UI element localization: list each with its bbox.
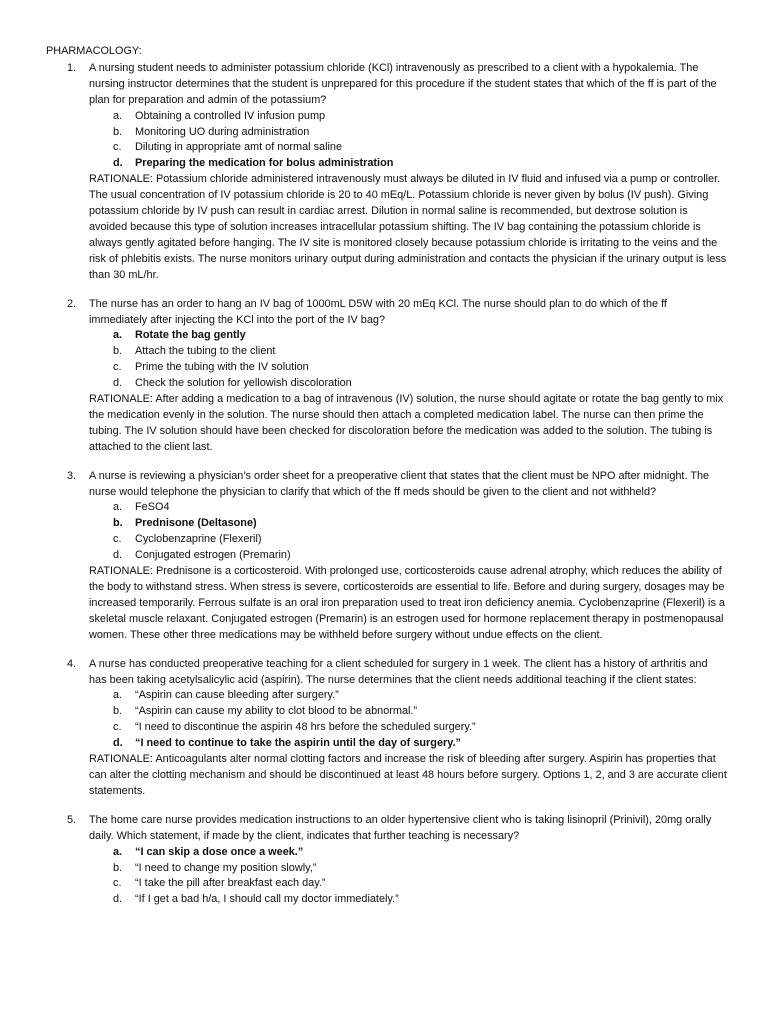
option bbox=[89, 548, 728, 564]
option-list bbox=[89, 109, 728, 173]
question bbox=[46, 657, 728, 800]
question-text: A nurse has conducted preoperative teaching for a client scheduled for surgery in 1 week. The client has a history of arthritis and has been taking acetylsalicylic acid (aspirin). The nurse determines that the client needs additional teaching if the client states: bbox=[89, 657, 708, 686]
document-page bbox=[46, 44, 728, 908]
option-letter: a. bbox=[113, 689, 123, 702]
option-letter: d. bbox=[113, 737, 123, 750]
option bbox=[89, 720, 728, 736]
option-letter: a. bbox=[113, 845, 123, 858]
option-letter: d. bbox=[113, 157, 123, 170]
option bbox=[89, 892, 728, 908]
question-text: A nursing student needs to administer potassium chloride (KCl) intravenously as prescribed to a client with a hypokalemia. The nursing instructor determines that the student is unprepared for this procedure if the student states that which of the ff is part of the plan for preparation and admin of the potassium? bbox=[89, 61, 717, 106]
question-text: The nurse has an order to hang an IV bag of 1000mL D5W with 20 mEq KCl. The nurse should plan to do which of the ff immediately after injecting the KCl into the port of the IV bag? bbox=[89, 297, 667, 326]
option-text: “Aspirin can cause bleeding after surgery.” bbox=[135, 689, 339, 702]
option-letter: d. bbox=[113, 377, 123, 390]
option-text: “I need to change my position slowly,” bbox=[135, 861, 317, 874]
option-letter: b. bbox=[113, 345, 123, 358]
option bbox=[89, 532, 728, 548]
question-number: 4. bbox=[67, 657, 77, 670]
question-text: The home care nurse provides medication instructions to an older hypertensive client who is taking lisinopril (Prinivil), 20mg orally daily. Which statement, if made by the client, indicates that further teaching is necessary? bbox=[89, 813, 712, 842]
option-letter: a. bbox=[113, 109, 123, 122]
option-letter: b. bbox=[113, 125, 123, 138]
question-number: 3. bbox=[67, 469, 77, 482]
option-text: “I need to continue to take the aspirin until the day of surgery.” bbox=[135, 737, 461, 750]
option bbox=[89, 688, 728, 704]
question-body bbox=[89, 61, 728, 284]
option-text: “If I get a bad h/a, I should call my doctor immediately.” bbox=[135, 893, 399, 906]
question bbox=[46, 297, 728, 456]
option-text: “I need to discontinue the aspirin 48 hrs before the scheduled surgery.” bbox=[135, 721, 476, 734]
option bbox=[89, 376, 728, 392]
rationale-text: RATIONALE: Anticoagulants alter normal clotting factors and increase the risk of bleeding after surgery. Aspirin has properties that can alter the clotting mechanism and should be discontinued at least 48 hours before surgery. Options 1, 2, and 3 are accurate client statements. bbox=[89, 753, 727, 797]
option-text: “Aspirin can cause my ability to clot blood to be abnormal.” bbox=[135, 705, 418, 718]
question-body bbox=[89, 469, 728, 644]
rationale-text: RATIONALE: After adding a medication to a bag of intravenous (IV) solution, the nurse should agitate or rotate the bag gently to mix the medication evenly in the solution. The nurse should then attach a completed medication label. The nurse can then prime the tubing. The IV solution should have been checked for discoloration before the medication was added to the solution. The tubing is attached to the client last. bbox=[89, 393, 724, 453]
rationale-text: RATIONALE: Potassium chloride administered intravenously must always be diluted in IV fluid and infused via a pump or controller. The usual concentration of IV potassium chloride is 20 to 40 mEq/L. Potassium chloride is never given by bolus (IV push). Giving potassium chloride by IV push can result in cardiac arrest. Dilution in normal saline is recommended, but dextrose solution is avoided because this type of solution increases intracellular potassium shifting. The IV bag containing the potassium chloride is always gently agitated before hanging. The IV site is monitored closely because potassium chloride is irritating to the veins and the risk of phlebitis exists. The nurse monitors urinary output during administration and contacts the physician if the urinary output is less than 30 mL/hr. bbox=[89, 173, 727, 281]
option-text: Diluting in appropriate amt of normal saline bbox=[135, 141, 343, 154]
option-letter: c. bbox=[113, 533, 122, 546]
option-text: “I can skip a dose once a week.” bbox=[135, 845, 304, 858]
option-letter: c. bbox=[113, 141, 122, 154]
option-text: Conjugated estrogen (Premarin) bbox=[135, 549, 291, 562]
option bbox=[89, 704, 728, 720]
option-letter: c. bbox=[113, 877, 122, 890]
option-text: FeSO4 bbox=[135, 501, 170, 514]
option-text: Cyclobenzaprine (Flexeril) bbox=[135, 533, 262, 546]
option-text: “I take the pill after breakfast each day.” bbox=[135, 877, 326, 890]
option bbox=[89, 861, 728, 877]
option-text: Preparing the medication for bolus administration bbox=[135, 157, 394, 170]
option bbox=[89, 344, 728, 360]
question-body bbox=[89, 813, 728, 908]
question-body bbox=[89, 657, 728, 800]
option bbox=[89, 109, 728, 125]
option-text: Check the solution for yellowish discoloration bbox=[135, 377, 352, 390]
option bbox=[89, 360, 728, 376]
section-heading: PHARMACOLOGY: bbox=[46, 45, 142, 57]
option-text: Prednisone (Deltasone) bbox=[135, 517, 257, 530]
option bbox=[89, 500, 728, 516]
question-number: 2. bbox=[67, 297, 77, 310]
option-text: Rotate the bag gently bbox=[135, 329, 246, 342]
option-letter: a. bbox=[113, 329, 123, 342]
option-letter: b. bbox=[113, 861, 123, 874]
question-number: 1. bbox=[67, 61, 77, 74]
option bbox=[89, 876, 728, 892]
option-list bbox=[89, 500, 728, 564]
question-list bbox=[46, 61, 728, 908]
option-text: Prime the tubing with the IV solution bbox=[135, 361, 309, 374]
option bbox=[89, 140, 728, 156]
option-letter: b. bbox=[113, 705, 123, 718]
option bbox=[89, 125, 728, 141]
option-list bbox=[89, 328, 728, 392]
option bbox=[89, 736, 728, 752]
question-body bbox=[89, 297, 728, 456]
question bbox=[46, 469, 728, 644]
option-text: Monitoring UO during administration bbox=[135, 125, 310, 138]
question bbox=[46, 61, 728, 284]
option bbox=[89, 845, 728, 861]
question-text: A nurse is reviewing a physician’s order sheet for a preoperative client that states that the client must be NPO after midnight. The nurse would telephone the physician to clarify that which of the ff meds should be given to the client and not withheld? bbox=[89, 469, 710, 498]
option bbox=[89, 516, 728, 532]
option-letter: d. bbox=[113, 893, 123, 906]
option-text: Attach the tubing to the client bbox=[135, 345, 276, 358]
option bbox=[89, 156, 728, 172]
option-text: Obtaining a controlled IV infusion pump bbox=[135, 109, 326, 122]
question-number: 5. bbox=[67, 813, 77, 826]
option-letter: b. bbox=[113, 517, 123, 530]
question bbox=[46, 813, 728, 908]
rationale-text: RATIONALE: Prednisone is a corticosteroid. With prolonged use, corticosteroids cause adrenal atrophy, which reduces the ability of the body to withstand stress. When stress is severe, corticosteroids are essential to life. Before and during surgery, dosages may be increased temporarily. Ferrous sulfate is an oral iron preparation used to treat iron deficiency anemia. Cyclobenzaprine (Flexeril) is a skeletal muscle relaxant. Conjugated estrogen (Premarin) is an estrogen used for hormone replacement therapy in postmenopausal women. These other three medications may be withheld before surgery without undue effects on the client. bbox=[89, 565, 725, 641]
option-letter: a. bbox=[113, 501, 123, 514]
option-list bbox=[89, 845, 728, 909]
option-letter: c. bbox=[113, 721, 122, 734]
option-letter: c. bbox=[113, 361, 122, 374]
option-letter: d. bbox=[113, 549, 123, 562]
option-list bbox=[89, 688, 728, 752]
option bbox=[89, 328, 728, 344]
